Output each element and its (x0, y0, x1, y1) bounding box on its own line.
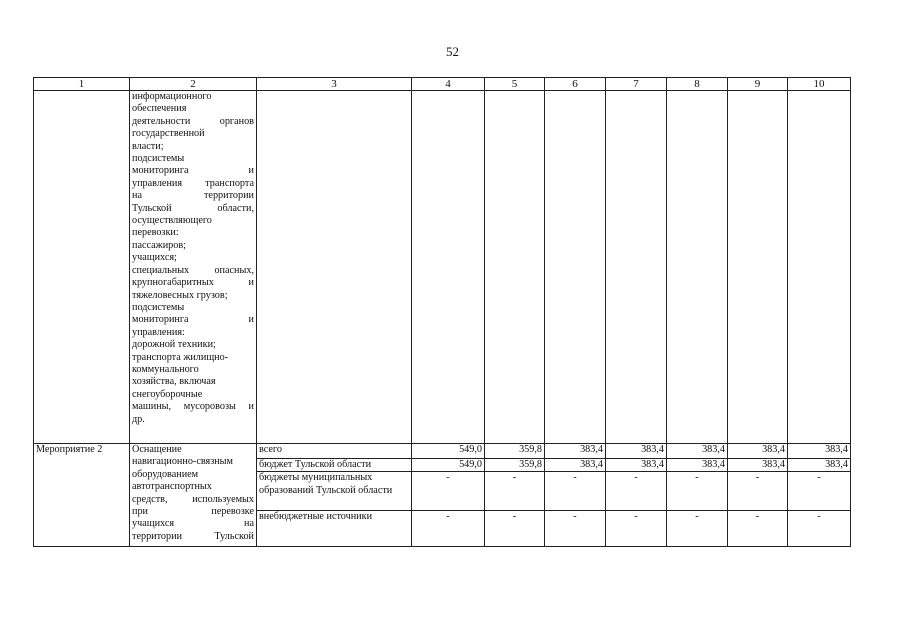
text-line: обеспечения (132, 103, 187, 115)
value-cell: 383,4 (606, 444, 667, 459)
header-cell: 2 (130, 78, 257, 91)
value-cell: - (667, 472, 728, 511)
text-line: деятельности органов (132, 115, 254, 127)
header-cell: 3 (257, 78, 412, 91)
text-line: снегоуборочные (132, 388, 203, 400)
value-cell: - (412, 511, 485, 547)
value-cell: - (485, 472, 545, 511)
header-cell: 1 (34, 78, 130, 91)
text-line: хозяйства, включая (132, 376, 216, 388)
empty-cell (667, 91, 728, 444)
continuation-text (130, 91, 257, 444)
value-cell: - (545, 511, 606, 547)
empty-cell (412, 91, 485, 444)
text-line: учащихся на (132, 518, 254, 530)
value-cell: 549,0 (412, 459, 485, 472)
measure-description (130, 444, 257, 547)
header-cell: 4 (412, 78, 485, 91)
text-line: Тульской области, (132, 202, 254, 214)
value-cell: - (728, 472, 788, 511)
text-line: информационного (132, 91, 212, 102)
text-line: подсистемы (132, 153, 185, 165)
funding-source: бюджет Тульской области (257, 459, 412, 472)
text-line: государственной (132, 128, 205, 140)
value-cell: 383,4 (667, 459, 728, 472)
value-cell: - (606, 511, 667, 547)
text-line: учащихся; (132, 252, 177, 264)
text-line: автотранспортных (132, 481, 212, 493)
header-cell: 8 (667, 78, 728, 91)
value-cell: 383,4 (788, 459, 851, 472)
text-line: осуществляющего (132, 215, 212, 227)
value-cell: - (788, 511, 851, 547)
funding-source: бюджеты муниципальных образований Тульской области (257, 472, 412, 511)
value-cell: 383,4 (788, 444, 851, 459)
empty-cell (34, 91, 130, 444)
header-row (34, 78, 851, 91)
text-line: управления транспорта (132, 177, 254, 189)
header-cell: 10 (788, 78, 851, 91)
budget-table (33, 77, 851, 547)
text-line: специальных опасных, (132, 264, 254, 276)
text-line: др. (132, 413, 145, 425)
measure-label: Мероприятие 2 (34, 444, 130, 547)
text-line: средств, используемых (132, 493, 254, 505)
value-cell: 549,0 (412, 444, 485, 459)
text-line: управления: (132, 326, 185, 338)
continuation-row (34, 91, 851, 444)
empty-cell (606, 91, 667, 444)
text-line: территории Тульской (132, 530, 254, 542)
text-line: подсистемы (132, 301, 185, 313)
header-cell: 7 (606, 78, 667, 91)
empty-cell (728, 91, 788, 444)
value-cell: - (485, 511, 545, 547)
empty-cell (257, 91, 412, 444)
text-line: мониторинга и (132, 165, 254, 177)
text-line: при перевозке (132, 506, 254, 518)
header-cell: 6 (545, 78, 606, 91)
text-line: мониторинга и (132, 314, 254, 326)
text-line: оборудованием (132, 468, 199, 480)
value-cell: 359,8 (485, 459, 545, 472)
text-line: Оснащение (132, 444, 182, 455)
empty-cell (545, 91, 606, 444)
header-cell: 5 (485, 78, 545, 91)
text-line: коммунального (132, 363, 199, 375)
funding-row-total (34, 444, 851, 459)
value-cell: 383,4 (667, 444, 728, 459)
text-line: дорожной техники; (132, 339, 216, 351)
text-line: навигационно-связным (132, 456, 233, 468)
page-number: 52 (446, 44, 459, 59)
text-line: тяжеловесных грузов; (132, 289, 228, 301)
value-cell: - (728, 511, 788, 547)
funding-source: внебюджетные источники (257, 511, 412, 547)
header-cell: 9 (728, 78, 788, 91)
value-cell: - (545, 472, 606, 511)
text-line: машины, мусоровозы и (132, 401, 254, 413)
value-cell: - (667, 511, 728, 547)
value-cell: - (606, 472, 667, 511)
value-cell: 383,4 (728, 444, 788, 459)
value-cell: - (788, 472, 851, 511)
text-line: перевозки: (132, 227, 179, 239)
value-cell: 383,4 (606, 459, 667, 472)
value-cell: 383,4 (545, 459, 606, 472)
text-line: пассажиров; (132, 239, 186, 251)
value-cell: - (412, 472, 485, 511)
text-line: транспорта жилищно- (132, 351, 229, 363)
text-line: власти; (132, 140, 164, 152)
value-cell: 383,4 (545, 444, 606, 459)
value-cell: 359,8 (485, 444, 545, 459)
empty-cell (788, 91, 851, 444)
text-line: крупногабаритных и (132, 277, 254, 289)
funding-source: всего (257, 444, 412, 459)
text-line: на территории (132, 190, 254, 202)
empty-cell (485, 91, 545, 444)
value-cell: 383,4 (728, 459, 788, 472)
